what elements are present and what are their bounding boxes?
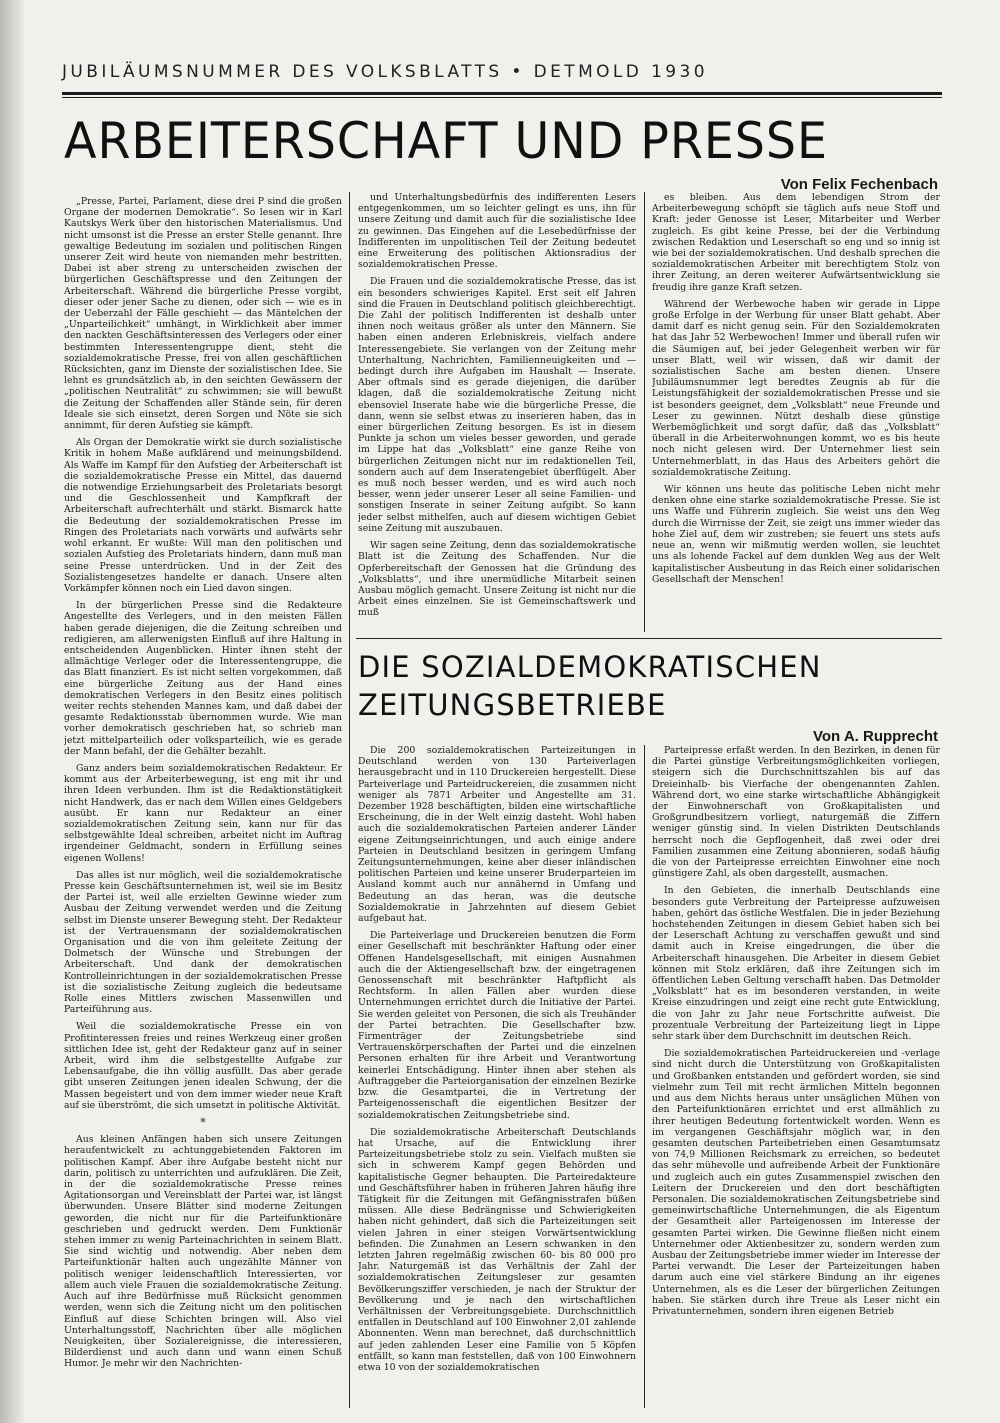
paragraph: Als Organ der Demokratie wirkt sie durch sozialistische Kritik in hohem Maße aufklärend und meinungsbildend. Als Waffe im Kampf für den Aufstieg der Arbeiterschaft ist die sozialdemokratische Presse ein Mittel, das dauernd die notwendige Erziehungsarbeit des Proletariats besorgt und die Geschlossenheit und Kampfkraft der Arbeiterschaft aufrechterhält und stärkt. Bismarck hatte die Bedeutung der sozialdemokratischen Presse im Ringen des Proletariats nach vorwärts und aufwärts sehr wohl erkannt. Er wußte: Will man den politischen und sozialen Aufstieg des Proletariats hindern, dann muß man seine Presse unterdrücken. Und in der Zeit des Sozialistengesetzes handelte er danach. Unsere alten Vorkämpfer können noch ein Lied davon singen. [64, 437, 342, 594]
article2-byline: Von A. Rupprecht [813, 728, 938, 745]
section-divider [356, 638, 942, 639]
column-rule [644, 745, 645, 1408]
paragraph: In der bürgerlichen Presse sind die Redakteure Angestellte des Verlegers, und in den meisten Fällen haben gerade diejenigen, die die Zeitung schreiben und redigieren, am allerwenigsten Einfluß auf ihre Haltung in entscheidenden Augenblicken. Hinter ihnen steht der allmächtige Verleger oder die Interessentengruppe, die das Blatt finanziert. Es ist nicht selten vorgekommen, daß eine bürgerliche Zeitung aus der Hand eines demokratischen Verlegers in den Besitz eines politisch weiter rechts stehenden Mannes kam, und daß dabei der gesamte Redaktionsstab übernommen wurde. Wie man vorher demokratisch geschrieben hat, so schrieb man jetzt mittelparteilich oder volksparteilich, wie es gerade der Mann befahl, der die Gehälter bezahlt. [64, 600, 342, 757]
paragraph: Die Parteiverlage und Druckereien benutzen die Form einer Gesellschaft mit beschränkter Haftung oder einer Offenen Handelsgesellschaft, mit einigen Ausnahmen auch die der Aktiengesellschaft bzw. der eingetragenen Genossenschaft mit beschränkter Haftpflicht als Rechtsform. In allen Fällen aber wurden diese Unternehmungen errichtet durch die Initiative der Partei. Sie werden geleitet von Personen, die sich als Treuhänder der Partei betrachten. Die Gesellschafter bzw. Firmenträger der Zeitungsbetriebe sind Vertrauenskörperschaften der Partei und die einzelnen Personen erhalten für ihre Arbeit und Verantwortung keinerlei Entschädigung. Hinter ihnen aber stehen als Auftraggeber die Parteiorganisation der einzelnen Bezirke bzw. die Gesamtpartei, die in Vertretung der Parteigenossenschaft die eigentlichen Besitzer der sozialdemokratischen Zeitungsbetriebe sind. [358, 930, 636, 1121]
scan-binding-shadow [0, 0, 24, 1423]
column-rule [644, 192, 645, 632]
paragraph: Aus kleinen Anfängen haben sich unsere Zeitungen heraufentwickelt zu achtunggebietenden Faktoren im politischen Kampf. Aber ihre Aufgabe besteht nicht nur darin, politisch zu unterrichten und aufzuklären. Die Zeit, in der die sozialdemokratische Presse reines Agitationsorgan und Vereinsblatt der Partei war, ist längst überwunden. Unsere Blätter sind moderne Zeitungen geworden, die nicht nur für die Parteifunktionäre geschrieben und gedruckt werden. Dem Funktionär stehen immer zu wenig Parteinachrichten in seinem Blatt. Sie sind wichtig und notwendig. Aber neben dem Parteifunktionär halten auch ungezählte Männer von politisch weniger leidenschaftlich Interessierten, vor allem auch viele Frauen die sozialdemokratische Zeitung. Auch auf ihre Bedürfnisse muß Rücksicht genommen werden, wenn sich die Zeitung nicht um den politischen Einfluß auf diese Schichten bringen will. Also viel Unterhaltungsstoff, Nachrichten über alle möglichen Neuigkeiten, über Sozialereignisse, die interessieren, Bilderdienst und auch dann und wann einen Schuß Humor. Je mehr wir den Nachrichten- [64, 1134, 342, 1370]
masthead-rule-thick [62, 92, 942, 95]
paragraph: es bleiben. Aus dem lebendigen Strom der Arbeiterbewegung schöpft sie täglich aufs neue Stoff und Kraft: jeder Genosse ist Leser, Mitarbeiter und Werber zugleich. Es gibt keine Presse, bei der die Verbindung zwischen Redaktion und Leserschaft so eng und so innig ist wie bei der sozialdemokratischen. Und deshalb sprechen die sozialdemokratischen Arbeiter mit berechtigtem Stolz von ihrer Zeitung, an deren weiterer Aufwärtsentwicklung sie freudig ihre ganze Kraft setzen. [652, 192, 940, 293]
article2-title [358, 648, 948, 724]
section-asterisk: * [200, 1116, 206, 1130]
article1-byline: Von Felix Fechenbach [780, 176, 938, 193]
article2-title-line-1: DIE SOZIALDEMOKRATISCHEN [358, 650, 822, 684]
paragraph: Während der Werbewoche haben wir gerade in Lippe große Erfolge in der Werbung für unser Blatt gehabt. Aber damit darf es nicht genug sein. Für den Sozialdemokraten hat das Jahr 52 Werbewochen! Immer und überall rufen wir die Säumigen auf, bei jeder Gelegenheit werben wir für unser Blatt, weil wir wissen, daß wir damit der sozialistischen Sache am besten dienen. Unsere Jubiläumsnummer legt beredtes Zeugnis ab für die Leistungsfähigkeit der sozialdemokratischen Presse und sie ist besonders geeignet, dem „Volksblatt“ neue Freunde und Leser zu gewinnen. Nützt deshalb diese günstige Werbemöglichkeit und sorgt dafür, daß das „Volksblatt“ überall in die Arbeiterwohnungen kommt, wo es bis heute noch nicht gelesen wird. Der Unternehmer liest sein Unternehmerblatt, in das Haus des Arbeiters gehört die sozialdemokratische Zeitung. [652, 298, 940, 478]
article2-column-2 [652, 745, 940, 1408]
paragraph: Parteipresse erfaßt werden. In den Bezirken, in denen für die Partei günstige Verbreitungsmöglichkeiten vorliegen, steigern sich die Durchschnittszahlen bis auf das Dreieinhalb- bis Vierfache der obengenannten Zahlen. Während dort, wo eine starke wirtschaftliche Abhängigkeit der Einwohnerschaft von Großkapitalisten und Großgrundbesitzern vorliegt, naturgemäß die Ziffern weniger günstig sind. In vielen Distrikten Deutschlands herrscht noch die Gepflogenheit, daß zwei oder drei Familien zusammen eine Zeitung abonnieren, sodaß häufig die von der Parteipresse erreichten Einwohner eine noch günstigere Zahl, als oben dargestellt, ausmachen. [652, 745, 940, 880]
paragraph: „Presse, Partei, Parlament, diese drei P sind die großen Organe der modernen Demokratie“. So lesen wir in Karl Kautskys Werk über den historischen Materialismus. Und nicht umsonst ist die Presse an erster Stelle genannt. Ihre gewaltige Bedeutung im sozialen und politischen Ringen unserer Zeit wird heute von niemanden mehr bestritten. Dabei ist aber streng zu unterscheiden zwischen der bürgerlichen Geschäftspresse und den Zeitungen der Arbeiterschaft. Während die bürgerliche Presse vorgibt, dieser oder jener Sache zu dienen, oder sich — wie es in der Ueberzahl der Fälle geschieht — das Mäntelchen der „Unparteilichkeit“ umhängt, in Wirklichkeit aber immer den nackten Geschäftsinteressen des Verlegers oder einer bestimmten Interessentengruppe dient, steht die sozialdemokratische Presse, frei von allen geschäftlichen Rücksichten, ganz im Dienste der sozialistischen Idee. Sie lehnt es grundsätzlich ab, in den seichten Gewässern der „politischen Neutralität“ zu schwimmen; sie will bewußt die Zeitung der Schaffenden aller Stände sein, für deren Ideale sie sich einsetzt, deren Sorgen und Nöte sie sich annimmt, für deren Aufstieg sie kämpft. [64, 196, 342, 432]
paragraph: Wir sagen seine Zeitung, denn das sozialdemokratische Blatt ist die Zeitung des Schaffenden. Nur die Opferbereitschaft der Genossen hat die Gründung des „Volksblatts“, und ihre unermüdliche Mitarbeit seinen Ausbau möglich gemacht. Unsere Zeitung ist nicht nur die Arbeit eines einzelnen. Sie ist Gemeinschaftswerk und muß [358, 540, 636, 619]
paragraph: Das alles ist nur möglich, weil die sozialdemokratische Presse kein Geschäftsunternehmen ist, weil sie im Besitz der Partei ist, weil alle erzielten Gewinne wieder zum Ausbau der Zeitung verwendet werden und die Zeitung selbst im Dienste unserer Bewegung steht. Der Redakteur ist der Vertrauensmann der sozialdemokratischen Organisation und die von ihm geleitete Zeitung der Dolmetsch der Wünsche und Strebungen der Arbeiterschaft. Und dank der demokratischen Kontrolleinrichtungen in der sozialdemokratischen Presse ist die sozialistische Zeitung zugleich die bedeutsame Rolle eines Mittlers zwischen Massenwillen und Parteiführung aus. [64, 869, 342, 1016]
paragraph: Die sozialdemokratische Arbeiterschaft Deutschlands hat Ursache, auf die Entwicklung ihrer Parteizeitungsbetriebe stolz zu sein. Vielfach mußten sie sich in schwerem Kampf gegen Behörden und kapitalistische Gegner behaupten. Die Parteiredakteure und Geschäftsführer haben in früheren Jahren häufig ihre Tätigkeit für die Zeitungen mit Gefängnisstrafen büßen müssen. Alle diese Bedrängnisse und Schwierigkeiten haben nicht gehindert, daß sich die Parteizeitungen seit vielen Jahren in einer steigen Vorwärtsentwicklung befinden. Die Zunahmen an Lesern schwanken in den letzten Jahren regelmäßig zwischen 60- bis 80 000 pro Jahr. Naturgemäß ist das Verhältnis der Zahl der sozialdemokratischen Zeitungsleser zur gesamten Bevölkerungsziffer verschieden, je nach der Struktur der Bevölkerung und je nach den wirtschaftlichen Verhältnissen der Verbreitungsgebiete. Durchschnittlich entfallen in Deutschland auf 100 Einwohner 2,01 zahlende Abonnenten. Wenn man berechnet, daß durchschnittlich auf jeden zahlenden Leser eine Familie von 5 Köpfen entfällt, so kann man feststellen, daß von 100 Einwohnern etwa 10 von der sozialdemokratischen [358, 1126, 636, 1373]
paragraph: Die sozialdemokratischen Parteidruckereien und -verlage sind nicht durch die Unterstützung von Großkapitalisten und Großbanken entstanden und gefördert worden, sie sind vielmehr zum Teil mit recht ärmlichen Mitteln begonnen und aus dem Nichts heraus unter unsäglichen Mühen von den Parteifunktionären errichtet und erst allmählich zu ihrer heutigen Bedeutung fortentwickelt worden. Wenn es im vergangenen Geschäftsjahr möglich war, in den gesamten deutschen Parteibetrieben einen Gesamtumsatz von 74,9 Millionen Reichsmark zu erreichen, so bedeutet das sehr mühevolle und aufreibende Arbeit der Funktionäre und zugleich auch ein gutes Zusammenspiel zwischen den Leitern der Druckereien und den dort beschäftigten Personalen. Die sozialdemokratischen Zeitungsbetriebe sind gemeinwirtschaftliche Unternehmungen, die als Eigentum der Gesamtheit aller Parteigenossen im Interesse der gesamten Partei wirken. Die Gewinne fließen nicht einem Unternehmer oder Aktienbesitzer zu, sondern werden zum Ausbau der Zeitungsbetriebe immer wieder im Interesse der Partei verwandt. Die Leser der Parteizeitungen haben darum auch eine viel stärkere Bindung an ihr eigenes Unternehmen, als es die Leser der bürgerlichen Zeitungen haben. Sie stärken durch ihre Treue als Leser nicht ein Privatunternehmen, sondern ihren eigenen Betrieb [652, 1048, 940, 1317]
paragraph: Wir können uns heute das politische Leben nicht mehr denken ohne eine starke sozialdemokratische Presse. Sie ist uns Waffe und Führerin zugleich. Sie weist uns den Weg durch die Wirrnisse der Zeit, sie zeigt uns immer wieder das hohe Ziel auf, dem wir zustreben; sie feuert uns stets aufs neue an, wenn wir mißmutig werden wollen, sie leuchtet uns als lohende Fackel auf dem dunklen Weg aus der Welt kapitalistischer Ausbeutung in das Reich einer solidarischen Gesellschaft der Menschen! [652, 484, 940, 585]
article1-column-3 [652, 192, 940, 632]
article1-column-1 [64, 196, 342, 1408]
masthead-rule-thin [62, 97, 942, 98]
paragraph: Die Frauen und die sozialdemokratische Presse, das ist ein besonders schwieriges Kapitel. Erst seit elf Jahren sind die Frauen in Deutschland politisch gleichberechtigt. Die Zahl der politisch Indifferenten ist deshalb unter ihnen noch weitaus größer als unter den Männern. Sie haben einen anderen Erlebniskreis, vielfach andere Interessengebiete. Sie verlangen von der Zeitung mehr Unterhaltung, Nachrichten, Familienneuigkeiten und — bedingt durch ihre Aufgaben im Haushalt — Inserate. Aber oftmals sind es gerade diejenigen, die darüber klagen, daß die sozialdemokratische Zeitung nicht ebensoviel Inserate habe wie die bürgerliche Presse, die dann, wenn sie selbst etwas zu inserieren haben, das in einer bürgerlichen Zeitung besorgen. Es ist in diesem Punkte ja schon um vieles besser geworden, und gerade im Lippe hat das „Volksblatt“ eine ganze Reihe von bürgerlichen Zeitungen nicht nur im redaktionellen Teil, sondern auch auf dem Inseratengebiet überflügelt. Aber es muß noch besser werden, und es wird auch noch besser, wenn jeder unserer Leser all seine Familien- und sonstigen Inserate in seiner Zeitung aufgibt. So kann jeder selbst mithelfen, auch auf diesem wichtigen Gebiet seine Zeitung mit auszubauen. [358, 276, 636, 534]
paragraph: Die 200 sozialdemokratischen Parteizeitungen in Deutschland werden von 130 Parteiverlagen herausgebracht und in 110 Druckereien hergestellt. Diese Parteiverlage und Parteidruckereien, die zusammen nicht weniger als 7871 Arbeiter und Angestellte am 31. Dezember 1928 beschäftigten, bilden eine wirtschaftliche Erscheinung, die in der Welt einzig dasteht. Wohl haben auch die sozialdemokratischen Parteien anderer Länder eigene Zeitungseinrichtungen, und auch einige andere Parteien in Deutschland besitzen in geringem Umfang Zeitungsunternehmungen, keine aber dieser inländischen politischen Parteien und keine unserer Bruderparteien im Ausland kommt auch nur annähernd in Umfang und Bedeutung an das heran, was die deutsche Sozialdemokratie in Jahrzehnten auf diesem Gebiet aufgebaut hat. [358, 745, 636, 925]
paragraph: In den Gebieten, die innerhalb Deutschlands eine besonders gute Verbreitung der Parteipresse aufzuweisen haben, gehört das östliche Westfalen. Die in jeder Beziehung hochstehenden Zeitungen in diesem Gebiet haben sich bei der Leserschaft Achtung zu verschaffen gewußt und sind damit auch in Kreise eingedrungen, die über die Arbeiterschaft hinausgehen. Die Arbeiter in diesem Gebiet können mit Stolz erklären, daß ihre Zeitungen sich im öffentlichen Leben Geltung verschafft haben. Das Detmolder „Volksblatt“ hat es im besonderen verstanden, in weite Kreise einzudringen und zeigt eine recht gute Entwicklung, die von Jahr zu Jahr neue Fortschritte aufweist. Die prozentuale Verbreitung der Parteizeitung liegt in Lippe sehr stark über dem Durchschnitt im deutschen Reich. [652, 885, 940, 1043]
masthead-line: JUBILÄUMSNUMMER DES VOLKSBLATTS • DETMOLD 1930 [62, 62, 708, 82]
paragraph: Ganz anders beim sozialdemokratischen Redakteur. Er kommt aus der Arbeiterbewegung, ist eng mit ihr und ihren Ideen verbunden. Ihm ist die Redaktionstätigkeit nicht Handwerk, das er nach dem Willen eines Geldgebers ausübt. Er kann nur Redakteur an einer sozialdemokratischen Zeitung sein, kann nur für das selbstgewählte Ideal schreiben, arbeitet nicht im Auftrag irgendeiner Geldmacht, sondern in Erfüllung seines eigenen Wollens! [64, 762, 342, 864]
column-rule [349, 192, 350, 1408]
article2-title-line-2: ZEITUNGSBETRIEBE [358, 688, 667, 722]
paragraph: Weil die sozialdemokratische Presse ein von Profitinteressen freies und reines Werkzeug einer großen sittlichen Idee ist, geht der Redakteur ganz auf in seiner Arbeit, wird ihm die selbstgestellte Aufgabe zur Lebensaufgabe, die ihn völlig ausfüllt. Das aber gerade gibt unseren Zeitungen jenen idealen Schwung, der die Massen begeistert und von dem immer wieder neue Kraft auf sie überströmt, die sich umsetzt in politische Aktivität. [64, 1021, 342, 1111]
article1-column-2 [358, 192, 636, 632]
article2-column-1 [358, 745, 636, 1408]
article1-title: ARBEITERSCHAFT UND PRESSE [64, 112, 828, 170]
paragraph: und Unterhaltungsbedürfnis des indifferenten Lesers entgegenkommen, um so leichter gelingt es uns, ihn für unsere Zeitung und damit auch für die sozialistische Idee zu gewinnen. Das Eingehen auf die Lesebedürfnisse der Indifferenten im unpolitischen Teil der Zeitung bedeutet eine Erweiterung des politischen Aktionsradius der sozialdemokratischen Presse. [358, 192, 636, 271]
